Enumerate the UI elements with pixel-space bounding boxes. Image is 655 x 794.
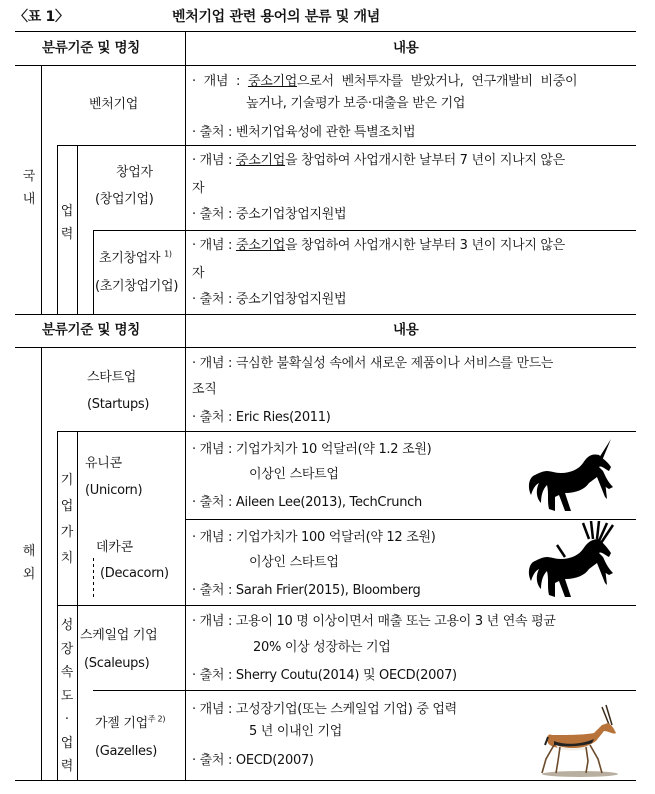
- subgroup-label-char: 도: [60, 688, 74, 704]
- dashed-mark: [93, 558, 94, 598]
- row-name-sub: (창업기업): [95, 192, 154, 207]
- concept-line2: 이상인 스타트업: [249, 555, 339, 570]
- subgroup-label-growth: [59, 614, 75, 779]
- rule-overseas-sub-left: [57, 431, 58, 780]
- row-name-sub: (Unicorn): [85, 483, 143, 498]
- subgroup-label-char: 성: [60, 618, 74, 633]
- concept-line1: [192, 153, 565, 169]
- subgroup-label-char: 업: [60, 499, 74, 514]
- row-name-sub: (Startups): [87, 397, 150, 412]
- row-name: [99, 251, 172, 267]
- decacorn-image: [525, 521, 620, 597]
- footnote-mark[interactable]: 1): [164, 249, 172, 259]
- header-category: 분류기준 및 명칭: [42, 40, 140, 56]
- concept-line2: 조직: [192, 382, 217, 397]
- rule-overseas-group: [41, 347, 42, 780]
- concept-rest: 을 창업하여 사업개시한 날부터 7 년이 지나지 않은: [284, 153, 565, 168]
- source: · 출처 : OECD(2007): [192, 753, 314, 768]
- row-name-sub: (Decacorn): [100, 566, 169, 581]
- concept-line2: 높거나, 기술평가 보증·대출을 받은 기업: [246, 96, 466, 111]
- subgroup-label-char: 업: [60, 735, 74, 751]
- rule-domestic-bottom: [15, 314, 636, 315]
- header-content-2: 내용: [393, 322, 419, 338]
- rule-early-left: [93, 230, 94, 314]
- rule-top: [15, 31, 636, 32]
- row-name: 유니콘: [85, 456, 122, 471]
- unicorn-image: [525, 437, 620, 513]
- concept-line2: 5 년 이내인 기업: [249, 724, 343, 739]
- row-name-text: 초기창업자: [99, 251, 161, 266]
- table-label: 〈표 1〉: [14, 9, 69, 25]
- source: · 출처 : Eric Ries(2011): [192, 410, 331, 425]
- concept-line1: · 개념 : 고용이 10 명 이상이면서 매출 또는 고용이 3 년 연속 평균: [192, 614, 556, 629]
- subgroup-label-char: 치: [60, 551, 74, 566]
- source: · 출처 : Sarah Frier(2015), Bloomberg: [192, 583, 421, 598]
- rule-overseas-sub-right: [77, 431, 78, 780]
- row-name: 창업자: [116, 165, 153, 180]
- concept-line1: [192, 238, 565, 254]
- rule-domestic-sub-right: [77, 145, 78, 314]
- rule-gazelle-top: [93, 690, 636, 691]
- subgroup-label-char: 기: [60, 473, 74, 488]
- concept-underlined: 중소기업: [235, 238, 285, 253]
- group-label-char: 해: [22, 544, 36, 559]
- concept-line1: · 개념 : 극심한 불확실성 속에서 새로운 제품이나 서비스를 만드는: [192, 356, 554, 371]
- rule-startup-top: [57, 145, 636, 146]
- rule-bottom: [15, 780, 636, 781]
- group-label-char: 내: [22, 192, 36, 207]
- table-title: 벤처기업 관련 용어의 분류 및 개념: [172, 9, 381, 25]
- group-label-domestic: [21, 165, 37, 211]
- concept-line1: · 개념 : 고성장기업(또는 스케일업 기업) 중 업력: [192, 702, 457, 717]
- row-name: [95, 716, 165, 732]
- rule-domestic-group: [41, 65, 42, 314]
- concept-prefix: · 개념 :: [192, 238, 236, 253]
- source: · 출처 : 벤처기업육성에 관한 특별조치법: [192, 125, 416, 140]
- gazelle-image: [532, 697, 624, 779]
- row-name-sub: (초기창업기업): [95, 279, 179, 294]
- row-name: 스케일업 기업: [80, 628, 158, 643]
- group-label-overseas: [21, 540, 37, 586]
- source: · 출처 : Sherry Coutu(2014) 및 OECD(2007): [192, 668, 457, 683]
- subgroup-label-age: [59, 200, 75, 246]
- concept-rest: 을 창업하여 사업개시한 날부터 3 년이 지나지 않은: [284, 238, 565, 253]
- rule-scaleup-top: [57, 605, 636, 606]
- concept-line2: 자: [192, 266, 205, 281]
- row-name: 스타트업: [87, 370, 137, 385]
- row-name-sub: (Scaleups): [84, 656, 150, 671]
- header-category-2: 분류기준 및 명칭: [42, 322, 140, 338]
- group-label-char: 외: [22, 567, 36, 582]
- subgroup-label-value: [59, 468, 75, 572]
- rule-early-top: [93, 230, 636, 231]
- row-name: 벤처기업: [89, 97, 139, 112]
- row-name: 데카콘: [96, 540, 133, 555]
- source: · 출처 : 중소기업창업지원법: [192, 207, 347, 222]
- rule-domestic-sub-left: [57, 145, 58, 314]
- subgroup-label-char: 가: [60, 525, 74, 540]
- subgroup-label-char: 력: [60, 759, 74, 774]
- subgroup-label-char: 장: [60, 641, 74, 657]
- rule-header2-bottom: [15, 347, 636, 348]
- concept-line2: 자: [192, 181, 205, 196]
- subgroup-label-char: 력: [60, 227, 74, 242]
- concept-line1: · 개념 : 기업가치가 100 억달러(약 12 조원): [192, 530, 436, 545]
- concept-line2: 20% 이상 성장하는 기업: [253, 640, 391, 655]
- concept-underlined: 중소기업: [247, 74, 297, 89]
- concept-line1: · 개념 : 기업가치가 10 억달러(약 1.2 조원): [192, 442, 432, 457]
- concept-prefix: · 개념 :: [192, 153, 236, 168]
- subgroup-label-char: 업: [60, 204, 74, 219]
- concept-line2: 이상인 스타트업: [249, 467, 339, 482]
- rule-header1-bottom: [15, 65, 636, 66]
- footnote-mark[interactable]: 주 2): [147, 714, 166, 724]
- concept-prefix: · 개념 :: [192, 74, 248, 89]
- rule-col-divider: [185, 31, 186, 780]
- header-content: 내용: [393, 40, 419, 56]
- concept-line1: [192, 74, 577, 90]
- row-name-text: 가젤 기업: [95, 716, 148, 731]
- source: · 출처 : Aileen Lee(2013), TechCrunch: [192, 495, 422, 510]
- subgroup-label-char: 속: [60, 665, 74, 680]
- rule-decacorn-top: [185, 519, 636, 520]
- concept-underlined: 중소기업: [235, 153, 285, 168]
- group-label-char: 국: [22, 169, 36, 184]
- source: · 출처 : 중소기업창업지원법: [192, 292, 347, 307]
- subgroup-label-char: ·: [64, 712, 70, 727]
- row-name-sub: (Gazelles): [95, 744, 158, 759]
- concept-rest: 으로서 벤처투자를 받았거나, 연구개발비 비중이: [296, 74, 578, 89]
- rule-unicorn-top: [57, 431, 636, 432]
